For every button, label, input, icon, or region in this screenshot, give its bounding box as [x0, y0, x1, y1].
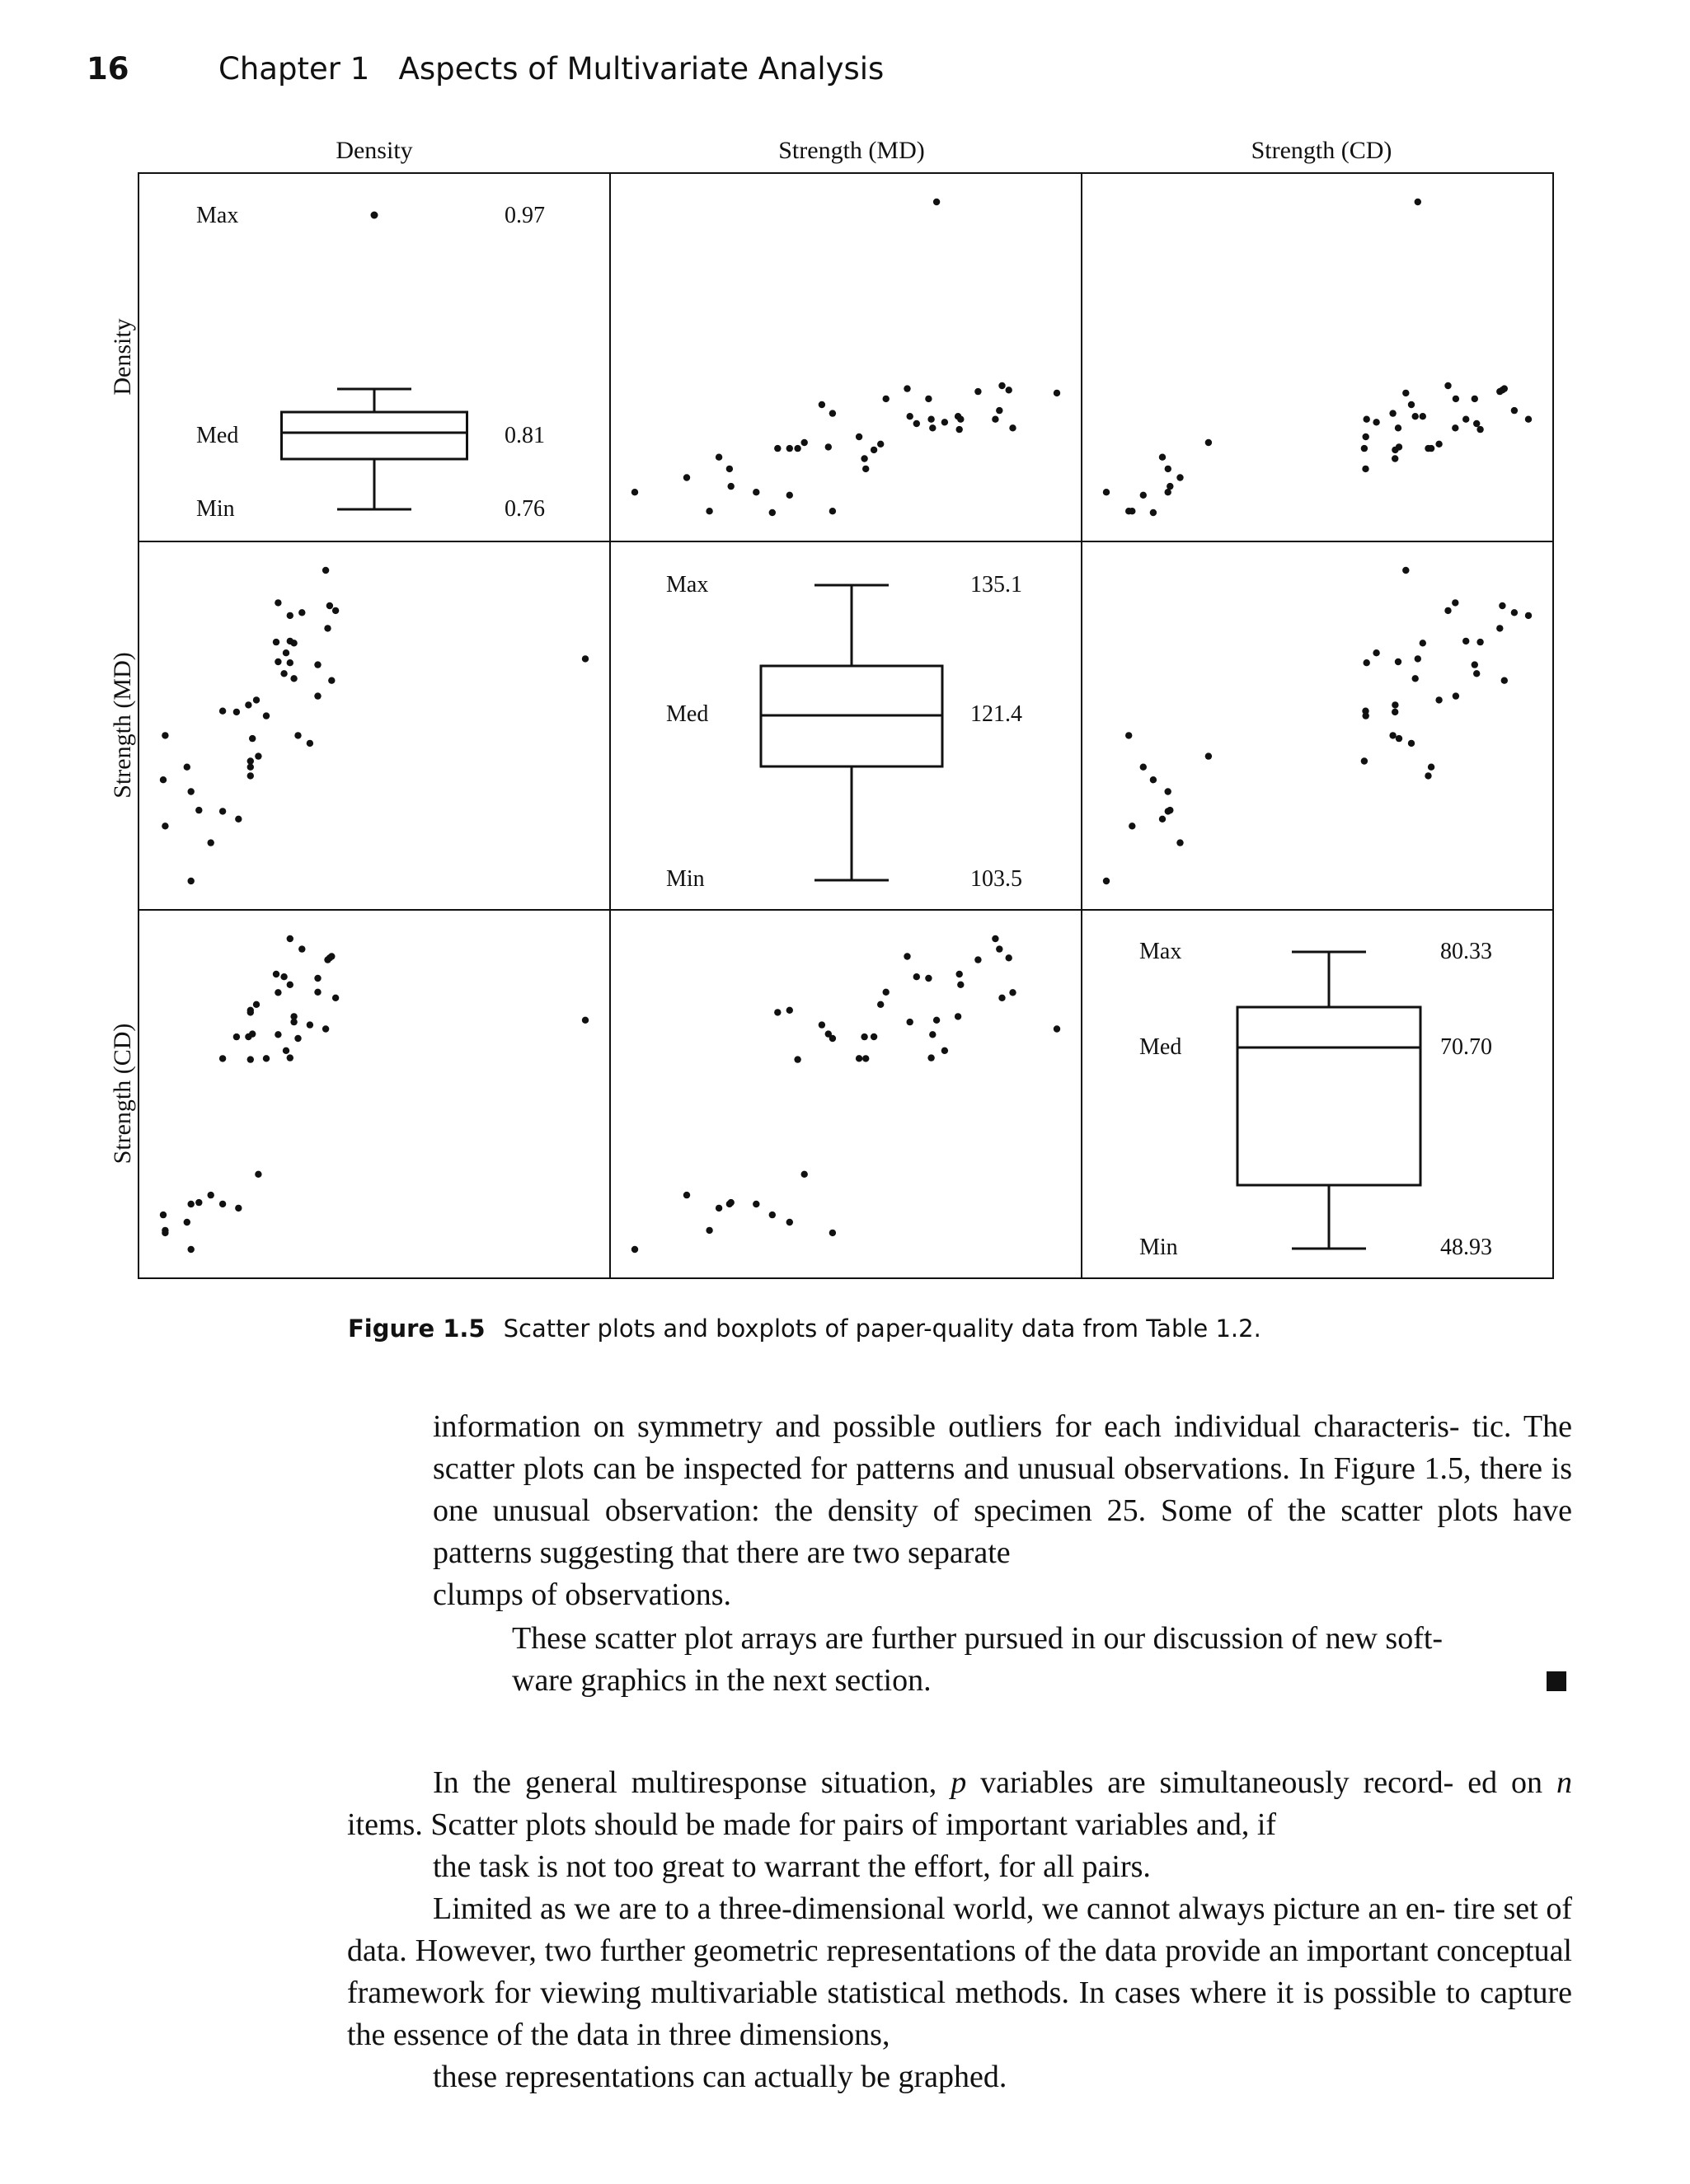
point-density-vs-strength-md-3	[324, 625, 331, 631]
point-strength-cd-vs-density-39	[1103, 489, 1110, 495]
point-density-vs-strength-cd-41	[160, 1212, 167, 1218]
boxplot-density-box	[282, 412, 467, 459]
point-density-vs-strength-cd-24	[287, 1054, 293, 1061]
point-strength-cd-vs-density-29	[1525, 416, 1532, 423]
paragraph-3-text-b: variables are simultaneously record- ed on	[966, 1765, 1556, 1800]
point-strength-md-vs-density-16	[716, 454, 722, 461]
point-strength-md-vs-density-17	[706, 508, 712, 514]
point-strength-cd-vs-strength-md-34	[1176, 839, 1183, 846]
paragraph-1-text: information on symmetry and possible outliers for each individual characteris- tic. The scatter plots can be inspected for patterns and unusual observations. In Figure 1.5, there is one unusual observation: the density of specimen 25. Some of the scatter plots have patterns suggesting that there are two separate	[433, 1409, 1572, 1570]
point-density-vs-strength-cd-37	[314, 989, 321, 996]
point-density-vs-strength-cd-7	[283, 1047, 289, 1054]
point-density-vs-strength-md-15	[307, 740, 313, 747]
point-density-vs-strength-md-8	[247, 764, 254, 771]
point-density-vs-strength-md-25	[582, 655, 589, 662]
point-strength-cd-vs-strength-md-7	[1373, 649, 1379, 656]
point-strength-md-vs-strength-cd-16	[716, 1205, 722, 1212]
point-density-vs-strength-cd-19	[162, 1230, 168, 1236]
point-strength-md-vs-strength-cd-29	[992, 935, 998, 942]
point-density-vs-strength-cd-22	[249, 1030, 256, 1037]
point-density-vs-strength-cd-32	[290, 1019, 297, 1025]
point-density-vs-strength-cd-28	[273, 971, 279, 977]
point-strength-cd-vs-strength-md-12	[1425, 772, 1431, 779]
point-strength-md-vs-density-22	[825, 443, 832, 450]
point-strength-cd-vs-strength-md-10	[1473, 670, 1480, 677]
point-strength-md-vs-strength-cd-17	[706, 1227, 712, 1234]
variable-n: n	[1556, 1765, 1572, 1800]
page-number: 16	[87, 51, 129, 87]
point-strength-md-vs-strength-cd-20	[753, 1201, 759, 1207]
point-strength-cd-vs-density-23	[1444, 382, 1451, 389]
point-strength-md-vs-density-15	[819, 401, 825, 408]
point-strength-cd-vs-density-33	[1362, 466, 1368, 472]
point-density-vs-strength-md-5	[322, 567, 329, 574]
point-strength-cd-vs-density-21	[1205, 439, 1212, 446]
point-strength-cd-vs-density-27	[1472, 396, 1478, 402]
point-strength-md-vs-strength-cd-39	[631, 1246, 638, 1253]
point-strength-md-vs-strength-cd-22	[825, 1030, 832, 1037]
chapter-label: Chapter 1	[218, 51, 370, 87]
box2-max-label: Max	[666, 572, 709, 598]
point-strength-md-vs-density-10	[913, 420, 920, 427]
point-density-vs-strength-md-16	[235, 816, 242, 823]
chart-marks	[160, 199, 1532, 1253]
point-strength-cd-vs-strength-md-27	[1472, 661, 1478, 668]
point-strength-md-vs-density-36	[877, 441, 884, 448]
box3-med-label: Med	[1139, 1034, 1182, 1060]
point-strength-md-vs-density-28	[956, 426, 963, 433]
point-density-vs-strength-md-30	[287, 638, 293, 644]
point-strength-md-vs-density-3	[974, 388, 981, 395]
point-density-vs-strength-md-12	[247, 772, 254, 779]
box1-max-label: Max	[196, 203, 239, 228]
point-density-vs-strength-cd-39	[188, 1246, 195, 1253]
point-density-vs-strength-md-1	[245, 701, 251, 708]
point-density-vs-strength-cd-5	[322, 1025, 329, 1032]
point-density-vs-strength-md-26	[275, 658, 281, 665]
point-strength-md-vs-strength-cd-24	[927, 1054, 934, 1061]
point-density-vs-strength-md-7	[283, 649, 289, 656]
point-strength-cd-vs-density-38	[1165, 466, 1171, 472]
point-density-vs-strength-md-19	[162, 732, 168, 738]
point-density-vs-strength-cd-15	[307, 1021, 313, 1028]
point-strength-cd-vs-density-25	[1415, 199, 1421, 205]
point-strength-cd-vs-strength-md-32	[1412, 675, 1419, 682]
point-strength-cd-vs-strength-md-21	[1205, 752, 1212, 759]
paragraph-4	[347, 1888, 1572, 2098]
point-strength-cd-vs-strength-md-39	[1103, 878, 1110, 884]
point-strength-cd-vs-strength-md-9	[1511, 609, 1518, 616]
point-density-vs-strength-cd-30	[287, 982, 293, 988]
point-strength-cd-vs-strength-md-28	[1476, 639, 1483, 645]
row-label-strength-md: Strength (MD)	[109, 652, 136, 799]
row-label-strength-cd: Strength (CD)	[109, 1023, 136, 1165]
point-density-vs-strength-md-34	[208, 839, 214, 846]
point-density-vs-strength-md-13	[263, 712, 270, 719]
box3-min-label: Min	[1139, 1235, 1178, 1260]
point-strength-md-vs-density-11	[829, 410, 836, 416]
point-density-vs-strength-cd-40	[195, 1199, 202, 1206]
paragraph-2-last-line: ware graphics in the next section.	[512, 1663, 932, 1698]
point-strength-cd-vs-density-36	[1435, 441, 1442, 448]
box1-min-value: 0.76	[505, 496, 545, 522]
point-strength-md-vs-strength-cd-30	[957, 982, 964, 988]
point-strength-cd-vs-density-26	[1395, 424, 1401, 431]
point-strength-md-vs-density-9	[996, 407, 1002, 414]
point-strength-cd-vs-density-32	[1412, 413, 1419, 419]
point-strength-md-vs-density-37	[883, 396, 890, 402]
point-strength-md-vs-strength-cd-34	[683, 1192, 690, 1198]
point-strength-md-vs-strength-cd-1	[871, 1033, 877, 1040]
point-density-vs-strength-md-33	[219, 708, 226, 715]
point-strength-md-vs-strength-cd-12	[774, 1009, 781, 1015]
point-strength-cd-vs-strength-md-8	[1428, 764, 1434, 771]
point-strength-md-vs-density-24	[927, 416, 934, 423]
point-strength-cd-vs-strength-md-36	[1435, 696, 1442, 703]
box3-med-value: 70.70	[1440, 1034, 1492, 1060]
point-strength-md-vs-strength-cd-41	[769, 1212, 776, 1218]
point-strength-md-vs-density-26	[929, 424, 936, 431]
point-strength-md-vs-density-1	[871, 447, 877, 453]
end-of-example-square-icon	[1547, 1671, 1566, 1691]
point-strength-md-vs-strength-cd-40	[728, 1199, 735, 1206]
point-strength-md-vs-density-19	[829, 508, 836, 514]
point-strength-cd-vs-strength-md-1	[1392, 701, 1398, 708]
point-strength-md-vs-strength-cd-36	[877, 1001, 884, 1008]
point-strength-md-vs-density-29	[992, 416, 998, 423]
point-density-vs-strength-md-4	[275, 599, 281, 606]
point-density-vs-strength-md-24	[287, 659, 293, 666]
point-density-vs-strength-cd-31	[328, 953, 335, 959]
paragraph-2	[433, 1618, 1529, 1702]
point-strength-cd-vs-strength-md-40	[1167, 807, 1173, 813]
point-density-vs-strength-md-17	[162, 823, 168, 829]
point-strength-cd-vs-density-28	[1476, 426, 1483, 433]
point-density-vs-strength-cd-21	[255, 1171, 261, 1178]
point-strength-cd-vs-density-35	[1392, 455, 1398, 462]
point-strength-cd-vs-strength-md-19	[1125, 732, 1132, 738]
point-strength-cd-vs-strength-md-23	[1444, 607, 1451, 614]
figure-caption-text: Scatter plots and boxplots of paper-quality data from Table 1.2.	[503, 1315, 1261, 1343]
point-strength-md-vs-density-5	[1054, 390, 1060, 396]
paragraph-1	[433, 1406, 1572, 1616]
point-strength-md-vs-density-25	[933, 199, 940, 205]
point-density-vs-strength-cd-14	[247, 1056, 254, 1062]
point-strength-md-vs-density-7	[941, 419, 948, 425]
point-strength-md-vs-density-39	[631, 489, 638, 495]
point-strength-cd-vs-density-13	[1363, 434, 1369, 440]
point-density-vs-strength-md-40	[195, 807, 202, 813]
point-strength-md-vs-strength-cd-18	[786, 1219, 793, 1226]
point-strength-cd-vs-density-15	[1408, 401, 1415, 408]
point-strength-cd-vs-density-12	[1425, 445, 1431, 452]
paragraph-3-last-line: the task is not too great to warrant the effort, for all pairs.	[433, 1849, 1151, 1884]
point-density-vs-strength-md-27	[314, 661, 321, 668]
box2-min-value: 103.5	[970, 866, 1022, 892]
point-strength-cd-vs-density-40	[1167, 483, 1173, 490]
boxplot-density-outlier-point	[371, 212, 378, 219]
point-strength-md-vs-strength-cd-7	[941, 1047, 948, 1054]
paragraph-3-text-c: items. Scatter plots should be made for pairs of important variables and, if	[347, 1807, 1277, 1842]
point-strength-md-vs-strength-cd-23	[998, 995, 1005, 1001]
figure-caption	[348, 1315, 1261, 1343]
point-strength-cd-vs-strength-md-18	[1140, 764, 1147, 771]
chapter-title: Aspects of Multivariate Analysis	[398, 51, 885, 87]
point-strength-cd-vs-density-30	[1462, 416, 1469, 423]
paragraph-3	[347, 1762, 1572, 1888]
point-strength-md-vs-strength-cd-33	[862, 1055, 869, 1062]
point-strength-cd-vs-strength-md-33	[1362, 708, 1368, 715]
point-strength-cd-vs-strength-md-22	[1396, 735, 1402, 742]
point-strength-cd-vs-strength-md-2	[1420, 640, 1426, 646]
paragraph-4-text: Limited as we are to a three-dimensional world, we cannot always picture an en- tire set of data. However, two further geometric representations of the data provide an important conceptual framework for viewing multivariable statistical methods. In cases where it is possible to capture the essence of the data in three dimensions,	[347, 1891, 1572, 2052]
point-strength-cd-vs-strength-md-3	[1496, 625, 1503, 631]
point-density-vs-strength-md-41	[160, 776, 167, 783]
point-density-vs-strength-cd-23	[332, 995, 339, 1001]
point-strength-md-vs-strength-cd-15	[819, 1021, 825, 1028]
point-strength-cd-vs-density-41	[1150, 509, 1157, 516]
point-density-vs-strength-cd-27	[314, 975, 321, 982]
point-strength-md-vs-density-8	[786, 445, 793, 452]
point-density-vs-strength-cd-4	[275, 989, 281, 996]
point-density-vs-strength-md-39	[188, 878, 195, 884]
paragraph-4-last-line: these representations can actually be graphed.	[433, 2060, 1007, 2094]
point-density-vs-strength-md-10	[280, 670, 287, 677]
point-density-vs-strength-md-38	[219, 808, 226, 814]
point-density-vs-strength-cd-13	[263, 1055, 270, 1062]
point-strength-cd-vs-density-22	[1396, 443, 1402, 450]
box1-med-label: Med	[196, 423, 239, 448]
point-strength-cd-vs-strength-md-25	[1415, 655, 1421, 662]
point-density-vs-strength-md-18	[184, 764, 190, 771]
point-strength-cd-vs-strength-md-24	[1364, 659, 1370, 666]
point-strength-md-vs-strength-cd-21	[801, 1171, 808, 1178]
point-strength-cd-vs-strength-md-26	[1395, 658, 1401, 665]
box2-min-label: Min	[666, 866, 705, 892]
point-density-vs-strength-cd-9	[298, 945, 305, 952]
box2-max-value: 135.1	[970, 572, 1022, 598]
point-strength-md-vs-strength-cd-2	[955, 1013, 961, 1019]
boxplot-strength-cd-box	[1237, 1007, 1420, 1185]
point-density-vs-strength-cd-35	[233, 1033, 240, 1040]
point-strength-md-vs-strength-cd-35	[861, 1033, 867, 1040]
point-strength-md-vs-density-40	[728, 483, 735, 490]
point-density-vs-strength-cd-20	[188, 1201, 195, 1207]
point-density-vs-strength-cd-29	[287, 935, 293, 942]
point-strength-cd-vs-density-11	[1389, 410, 1396, 416]
point-density-vs-strength-md-35	[233, 709, 240, 715]
point-strength-md-vs-strength-cd-32	[907, 1019, 913, 1025]
point-strength-cd-vs-density-31	[1501, 385, 1508, 391]
point-strength-md-vs-density-38	[726, 466, 733, 472]
point-density-vs-strength-cd-18	[184, 1219, 190, 1226]
point-strength-cd-vs-density-9	[1511, 407, 1518, 414]
point-strength-cd-vs-strength-md-29	[1525, 612, 1532, 619]
point-strength-cd-vs-density-34	[1176, 474, 1183, 480]
point-strength-cd-vs-strength-md-17	[1129, 823, 1135, 829]
point-strength-cd-vs-density-4	[1452, 424, 1458, 431]
paragraph-3-text-a: In the general multiresponse situation,	[433, 1765, 951, 1800]
point-strength-md-vs-density-21	[801, 439, 808, 446]
point-density-vs-strength-cd-38	[219, 1201, 226, 1207]
point-strength-cd-vs-density-14	[1361, 445, 1368, 452]
point-density-vs-strength-cd-11	[294, 1035, 301, 1042]
point-strength-md-vs-strength-cd-28	[956, 971, 963, 977]
box1-min-label: Min	[196, 496, 235, 522]
point-strength-cd-vs-strength-md-5	[1402, 567, 1409, 574]
point-strength-md-vs-density-13	[856, 434, 862, 440]
point-strength-md-vs-density-12	[774, 445, 781, 452]
point-strength-cd-vs-strength-md-31	[1501, 677, 1508, 684]
point-strength-cd-vs-strength-md-41	[1150, 776, 1157, 783]
point-strength-cd-vs-strength-md-20	[1165, 788, 1171, 794]
point-density-vs-strength-md-32	[290, 675, 297, 682]
box3-max-label: Max	[1139, 939, 1182, 964]
point-strength-md-vs-density-14	[794, 445, 800, 452]
point-strength-md-vs-density-27	[925, 396, 932, 402]
col-label-density: Density	[336, 137, 413, 164]
box1-med-value: 0.81	[505, 423, 545, 448]
point-strength-md-vs-strength-cd-25	[933, 1017, 940, 1024]
point-density-vs-strength-md-9	[298, 609, 305, 616]
point-strength-md-vs-strength-cd-9	[996, 945, 1002, 952]
row-label-density: Density	[109, 318, 136, 396]
point-strength-cd-vs-density-7	[1373, 419, 1379, 425]
point-strength-cd-vs-strength-md-16	[1159, 816, 1166, 823]
point-strength-md-vs-strength-cd-6	[1006, 954, 1012, 961]
point-density-vs-strength-md-20	[188, 788, 195, 794]
point-strength-cd-vs-strength-md-37	[1453, 692, 1459, 699]
point-density-vs-strength-md-28	[273, 639, 279, 645]
point-density-vs-strength-cd-16	[235, 1205, 242, 1212]
box2-med-label: Med	[666, 701, 709, 727]
point-strength-md-vs-density-6	[1006, 387, 1012, 393]
point-strength-md-vs-density-33	[862, 466, 869, 472]
point-strength-cd-vs-strength-md-14	[1361, 757, 1368, 764]
point-strength-cd-vs-density-2	[1420, 413, 1426, 419]
point-strength-md-vs-density-4	[1009, 424, 1016, 431]
point-strength-cd-vs-density-37	[1453, 396, 1459, 402]
point-strength-md-vs-strength-cd-27	[925, 975, 932, 982]
point-strength-cd-vs-strength-md-6	[1499, 602, 1505, 609]
point-strength-md-vs-strength-cd-13	[856, 1055, 862, 1062]
point-density-vs-strength-cd-25	[582, 1017, 589, 1024]
point-strength-md-vs-strength-cd-4	[1009, 989, 1016, 996]
point-density-vs-strength-cd-34	[208, 1192, 214, 1198]
box2-med-value: 121.4	[970, 701, 1022, 727]
point-density-vs-strength-md-23	[332, 607, 339, 614]
point-strength-md-vs-strength-cd-3	[974, 956, 981, 963]
point-strength-md-vs-density-41	[769, 509, 776, 516]
paragraph-1-last-line: clumps of observations.	[433, 1577, 732, 1612]
point-strength-cd-vs-density-24	[1364, 416, 1370, 423]
paragraph-2-text: These scatter plot arrays are further pursued in our discussion of new soft-	[512, 1621, 1444, 1656]
point-density-vs-strength-cd-33	[219, 1055, 226, 1062]
point-strength-md-vs-density-18	[786, 492, 793, 499]
point-strength-cd-vs-strength-md-15	[1408, 740, 1415, 747]
box3-max-value: 80.33	[1440, 939, 1492, 964]
point-density-vs-strength-md-37	[314, 692, 321, 699]
point-density-vs-strength-cd-12	[247, 1009, 254, 1015]
point-strength-md-vs-strength-cd-37	[883, 989, 890, 996]
variable-p: p	[951, 1765, 967, 1800]
col-label-strength-md: Strength (MD)	[778, 137, 925, 164]
figure-number: Figure 1.5	[348, 1315, 486, 1343]
matrix-grid	[138, 173, 1553, 1278]
point-density-vs-strength-md-14	[247, 757, 254, 764]
point-strength-cd-vs-strength-md-30	[1462, 638, 1469, 644]
point-strength-md-vs-strength-cd-5	[1054, 1025, 1060, 1032]
point-density-vs-strength-md-21	[255, 752, 261, 759]
point-strength-cd-vs-strength-md-35	[1392, 709, 1398, 715]
point-strength-cd-vs-strength-md-4	[1452, 599, 1458, 606]
point-strength-md-vs-strength-cd-10	[913, 973, 920, 980]
box3-min-value: 48.93	[1440, 1235, 1492, 1260]
point-strength-cd-vs-density-19	[1125, 508, 1132, 514]
point-strength-md-vs-density-23	[998, 382, 1005, 389]
point-strength-md-vs-density-34	[683, 474, 690, 480]
col-label-strength-cd: Strength (CD)	[1251, 137, 1392, 164]
point-strength-md-vs-strength-cd-19	[829, 1230, 836, 1236]
point-density-vs-strength-md-36	[253, 696, 260, 703]
matrix-border	[138, 173, 1553, 1278]
point-strength-md-vs-strength-cd-26	[929, 1031, 936, 1038]
point-density-vs-strength-cd-26	[275, 1031, 281, 1038]
point-strength-md-vs-density-35	[861, 455, 867, 462]
point-strength-cd-vs-density-5	[1402, 390, 1409, 396]
point-density-vs-strength-md-29	[287, 612, 293, 619]
point-density-vs-strength-md-6	[326, 602, 333, 609]
point-density-vs-strength-md-11	[294, 732, 301, 738]
point-strength-md-vs-strength-cd-8	[786, 1007, 793, 1014]
box1-max-value: 0.97	[505, 203, 545, 228]
point-density-vs-strength-cd-10	[280, 973, 287, 980]
point-strength-cd-vs-density-18	[1140, 492, 1147, 499]
point-density-vs-strength-md-22	[249, 735, 256, 742]
point-strength-md-vs-strength-cd-14	[794, 1056, 800, 1062]
point-strength-md-vs-density-20	[753, 489, 759, 495]
point-density-vs-strength-cd-36	[253, 1001, 260, 1008]
point-strength-cd-vs-density-16	[1159, 454, 1166, 461]
point-strength-md-vs-density-31	[904, 385, 910, 391]
point-strength-md-vs-density-30	[957, 416, 964, 423]
point-strength-cd-vs-strength-md-11	[1389, 732, 1396, 738]
point-strength-cd-vs-density-10	[1473, 420, 1480, 427]
point-strength-md-vs-strength-cd-31	[904, 953, 910, 959]
point-strength-md-vs-density-32	[907, 413, 913, 419]
point-density-vs-strength-md-31	[328, 677, 335, 684]
